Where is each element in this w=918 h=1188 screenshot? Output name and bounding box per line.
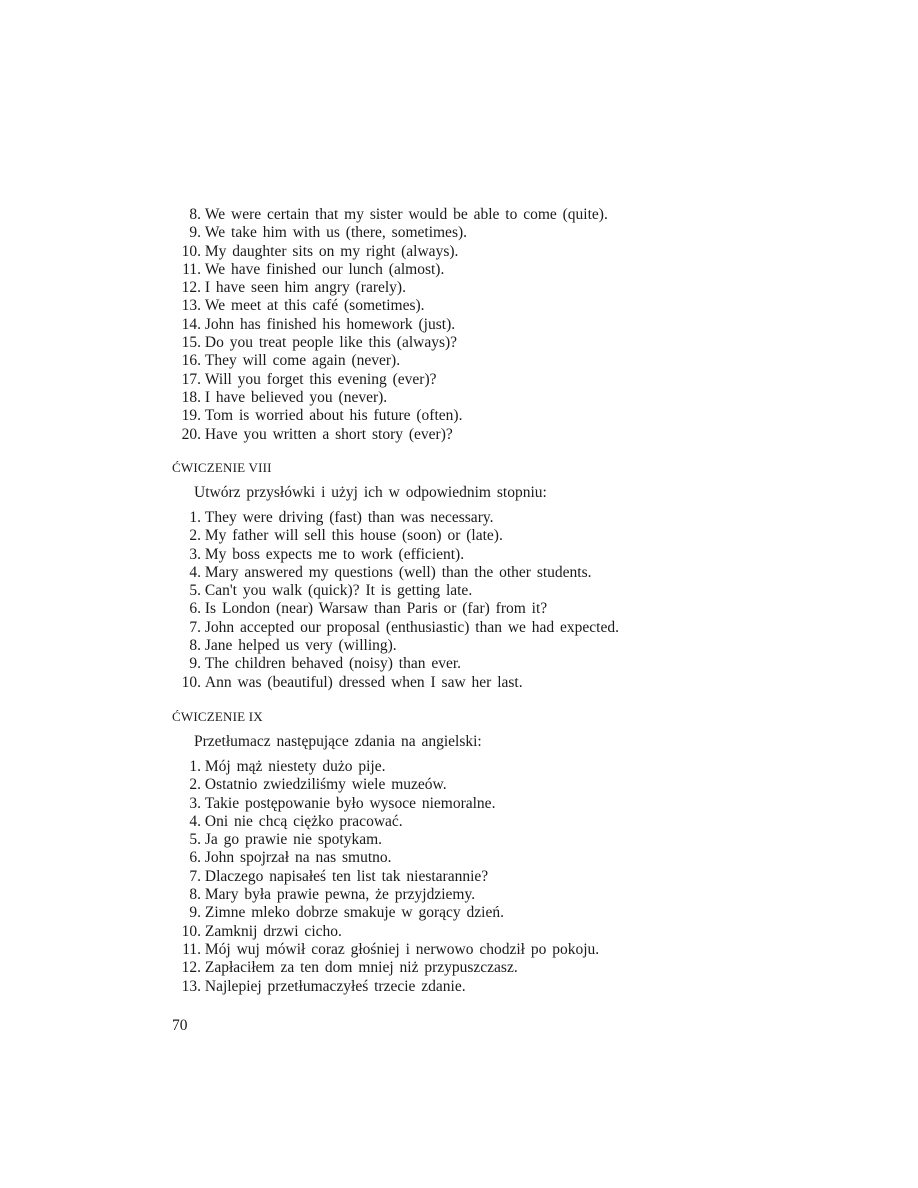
list-item [172,334,692,352]
item-text: John accepted our proposal (enthusiastic) than we had expected. [204,618,619,636]
list-item [172,600,692,618]
list-item [172,206,692,224]
exercise-continuation [172,206,692,444]
item-number: 1. [189,509,201,526]
item-number: 7. [189,618,201,636]
item-number: 15. [181,334,201,352]
exercise-viii [172,460,692,476]
item-text: Mary answered my questions (well) than the other students. [204,563,592,581]
item-number: 3. [189,545,201,563]
exercise-ix-instruction-block [172,733,692,751]
item-text: Ann was (beautiful) dressed when I saw her last. [204,673,523,691]
sentence-list [172,509,692,692]
item-number: 10. [181,242,201,260]
item-number: 20. [181,425,201,443]
item-text: My boss expects me to work (efficient). [204,545,465,563]
exercise-viii-instruction-block [172,484,692,502]
item-number: 12. [181,959,201,977]
list-item [172,352,692,370]
item-text: Mary była prawie pewna, że przyjdziemy. [204,886,476,904]
exercise-ix-list-block [172,758,692,996]
item-text: They will come again (never). [204,352,401,370]
item-number: 2. [189,776,201,794]
item-number: 3. [189,794,201,812]
item-text: We have finished our lunch (almost). [204,260,445,278]
item-number: 9. [189,655,201,673]
item-number: 14. [181,315,201,333]
item-text: Is London (near) Warsaw than Paris or (far) from it? [204,600,548,618]
item-text: Mój mąż niestety dużo pije. [204,758,386,775]
item-number: 16. [181,352,201,370]
item-number: 5. [189,582,201,600]
item-number: 18. [181,388,201,406]
exercise-viii-list-block [172,509,692,692]
list-item [172,795,692,813]
item-number: 10. [181,673,201,691]
item-number: 1. [189,758,201,775]
list-item [172,279,692,297]
list-item [172,509,692,527]
list-item [172,959,692,977]
item-number: 11. [182,940,201,958]
list-item [172,868,692,886]
item-number: 12. [181,279,201,297]
list-item [172,923,692,941]
list-item [172,886,692,904]
item-number: 9. [189,224,201,242]
item-text: I have seen him angry (rarely). [204,279,406,297]
exercise-instruction: Utwórz przysłówki i użyj ich w odpowiednim stopniu: [194,484,547,501]
item-text: Zamknij drzwi cicho. [204,922,342,940]
list-item [172,674,692,692]
list-item [172,371,692,389]
list-item [172,941,692,959]
item-text: Dlaczego napisałeś ten list tak niestarannie? [204,867,489,885]
item-text: My daughter sits on my right (always). [204,242,459,260]
list-item [172,316,692,334]
item-text: Tom is worried about his future (often). [204,407,463,425]
page-number: 70 [172,1017,188,1034]
item-text: Zimne mleko dobrze smakuje w gorący dzień. [204,904,504,922]
list-item [172,619,692,637]
exercise-heading: ĆWICZENIE IX [172,709,263,724]
item-number: 5. [189,831,201,849]
list-item [172,426,692,444]
exercise-heading: ĆWICZENIE VIII [172,460,272,475]
item-number: 4. [189,563,201,581]
sentence-list [172,758,692,996]
list-item [172,224,692,242]
item-text: Can't you walk (quick)? It is getting late. [204,582,473,600]
item-text: Ostatnio zwiedziliśmy wiele muzeów. [204,776,447,794]
item-text: My father will sell this house (soon) or (late). [204,527,503,545]
list-item [172,527,692,545]
item-text: Do you treat people like this (always)? [204,334,458,352]
list-item [172,243,692,261]
item-text: John spojrzał na nas smutno. [204,849,392,867]
list-item [172,546,692,564]
item-number: 6. [189,600,201,618]
item-number: 8. [189,637,201,655]
sentence-list [172,206,692,444]
list-item [172,389,692,407]
item-text: Zapłaciłem za ten dom mniej niż przypuszczasz. [204,959,518,977]
item-number: 6. [189,849,201,867]
list-item [172,655,692,673]
list-item [172,831,692,849]
item-text: I have believed you (never). [204,388,388,406]
item-text: Takie postępowanie było wysoce niemoralne. [204,794,496,812]
item-number: 11. [182,260,201,278]
item-number: 9. [189,904,201,922]
list-item [172,582,692,600]
exercise-ix [172,709,692,725]
list-item [172,904,692,922]
list-item [172,849,692,867]
item-number: 4. [189,812,201,830]
list-item [172,564,692,582]
item-text: Have you written a short story (ever)? [204,425,453,443]
item-number: 2. [189,527,201,545]
item-text: The children behaved (noisy) than ever. [204,655,462,673]
list-item [172,637,692,655]
list-item [172,407,692,425]
item-text: Oni nie chcą ciężko pracować. [204,812,403,830]
item-number: 17. [181,370,201,388]
item-number: 10. [181,922,201,940]
item-text: We take him with us (there, sometimes). [204,224,468,242]
list-item [172,758,692,776]
item-number: 7. [189,867,201,885]
item-text: John has finished his homework (just). [204,315,456,333]
list-item [172,297,692,315]
item-text: Mój wuj mówił coraz głośniej i nerwowo chodził po pokoju. [204,940,600,958]
list-item [172,261,692,279]
item-number: 13. [181,297,201,315]
item-text: Will you forget this evening (ever)? [204,370,437,388]
item-text: Jane helped us very (willing). [204,637,397,655]
item-text: They were driving (fast) than was necessary. [204,509,494,526]
item-text: We were certain that my sister would be able to come (quite). [204,206,608,223]
item-text: Ja go prawie nie spotykam. [204,831,383,849]
item-number: 8. [189,886,201,904]
item-text: We meet at this café (sometimes). [204,297,425,315]
exercise-instruction: Przetłumacz następujące zdania na angielski: [194,733,482,750]
list-item [172,813,692,831]
item-number: 8. [189,206,201,223]
list-item [172,776,692,794]
item-number: 13. [181,977,201,995]
item-text: Najlepiej przetłumaczyłeś trzecie zdanie. [204,977,466,995]
list-item [172,978,692,996]
item-number: 19. [181,407,201,425]
